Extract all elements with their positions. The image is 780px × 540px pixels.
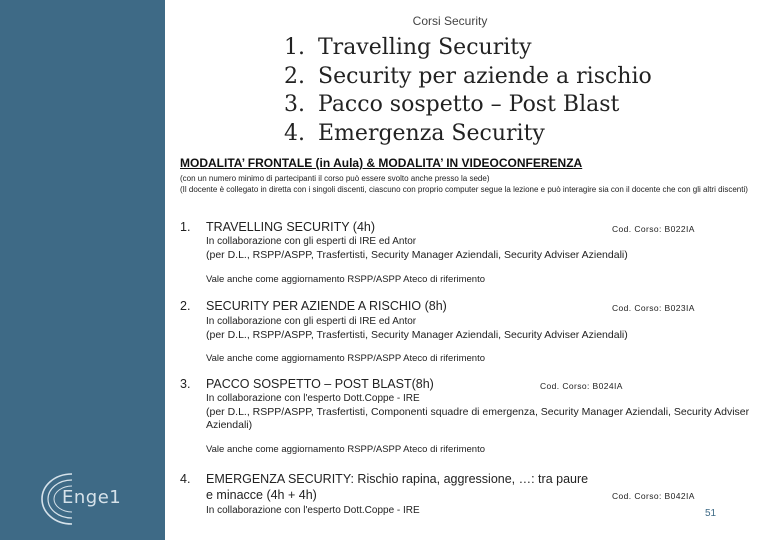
course-code: Cod. Corso: B022IA xyxy=(612,224,695,234)
course-code: Cod. Corso: B024IA xyxy=(540,381,623,391)
course-title-continued: e minacce (4h + 4h) xyxy=(206,488,317,502)
course-number: 4. xyxy=(180,472,191,486)
modalita-note xyxy=(180,174,750,195)
course-title: PACCO SOSPETTO – POST BLAST(8h) xyxy=(206,377,434,391)
course-code: Cod. Corso: B042IA xyxy=(612,491,695,501)
toc-item xyxy=(284,91,652,120)
toc-item xyxy=(284,120,652,149)
logo-text: Enge1 xyxy=(62,487,122,508)
toc-number: 2. xyxy=(284,63,305,89)
modalita-note-line: (con un numero minimo di partecipanti il corso può essere svolto anche presso la sede) xyxy=(180,174,490,183)
course-number: 2. xyxy=(180,299,191,313)
course-code: Cod. Corso: B023IA xyxy=(612,303,695,313)
toc-label: Pacco sospetto – Post Blast xyxy=(318,92,620,117)
course-note: Vale anche come aggiornamento RSPP/ASPP Ateco di riferimento xyxy=(206,444,485,455)
toc-label: Emergenza Security xyxy=(318,120,545,146)
toc-number: 4. xyxy=(284,120,305,146)
page-header: Corsi Security xyxy=(412,14,488,28)
course-toc xyxy=(284,34,652,148)
toc-item xyxy=(284,34,652,63)
course-audience: (per D.L., RSPP/ASPP, Trasfertisti, Security Manager Aziendali, Security Adviser Aziendali) xyxy=(206,329,628,341)
course-title: EMERGENZA SECURITY: Rischio rapina, aggressione, …: tra paure xyxy=(206,472,589,486)
course-title: SECURITY PER AZIENDE A RISCHIO (8h) xyxy=(206,299,447,313)
course-number: 1. xyxy=(180,220,191,234)
modalita-note-line: (Il docente è collegato in diretta con i singoli discenti, ciascuno con proprio computer segue la lezione e può interagire sia con il docente che con gli altri discenti) xyxy=(180,184,748,194)
course-audience: (per D.L., RSPP/ASPP, Trasfertisti, Componenti squadre di emergenza, Security Manager Aziendali, Security Adviser Aziendali) xyxy=(206,406,750,431)
modalita-title: MODALITA’ FRONTALE (in Aula) & MODALITA’ IN VIDEOCONFERENZA xyxy=(180,156,583,170)
course-collaboration: In collaborazione con gli esperti di IRE ed Antor xyxy=(206,316,417,327)
page-number: 51 xyxy=(705,508,717,519)
left-sidebar-band xyxy=(0,0,165,540)
course-audience: (per D.L., RSPP/ASPP, Trasfertisti, Security Manager Aziendali, Security Adviser Aziendali) xyxy=(206,249,628,261)
course-title: TRAVELLING SECURITY (4h) xyxy=(206,220,376,234)
toc-label: Security per aziende a rischio xyxy=(318,63,652,89)
toc-label: Travelling Security xyxy=(318,35,532,60)
toc-number: 1. xyxy=(284,35,305,60)
course-number: 3. xyxy=(180,377,191,391)
toc-item xyxy=(284,63,652,92)
course-collaboration: In collaborazione con l'esperto Dott.Coppe - IRE xyxy=(206,505,420,516)
course-note: Vale anche come aggiornamento RSPP/ASPP Ateco di riferimento xyxy=(206,274,485,285)
course-note: Vale anche come aggiornamento RSPP/ASPP Ateco di riferimento xyxy=(206,353,485,364)
course-collaboration: In collaborazione con l'esperto Dott.Coppe - IRE xyxy=(206,393,420,404)
toc-number: 3. xyxy=(284,92,305,117)
course-collaboration: In collaborazione con gli esperti di IRE ed Antor xyxy=(206,236,417,247)
